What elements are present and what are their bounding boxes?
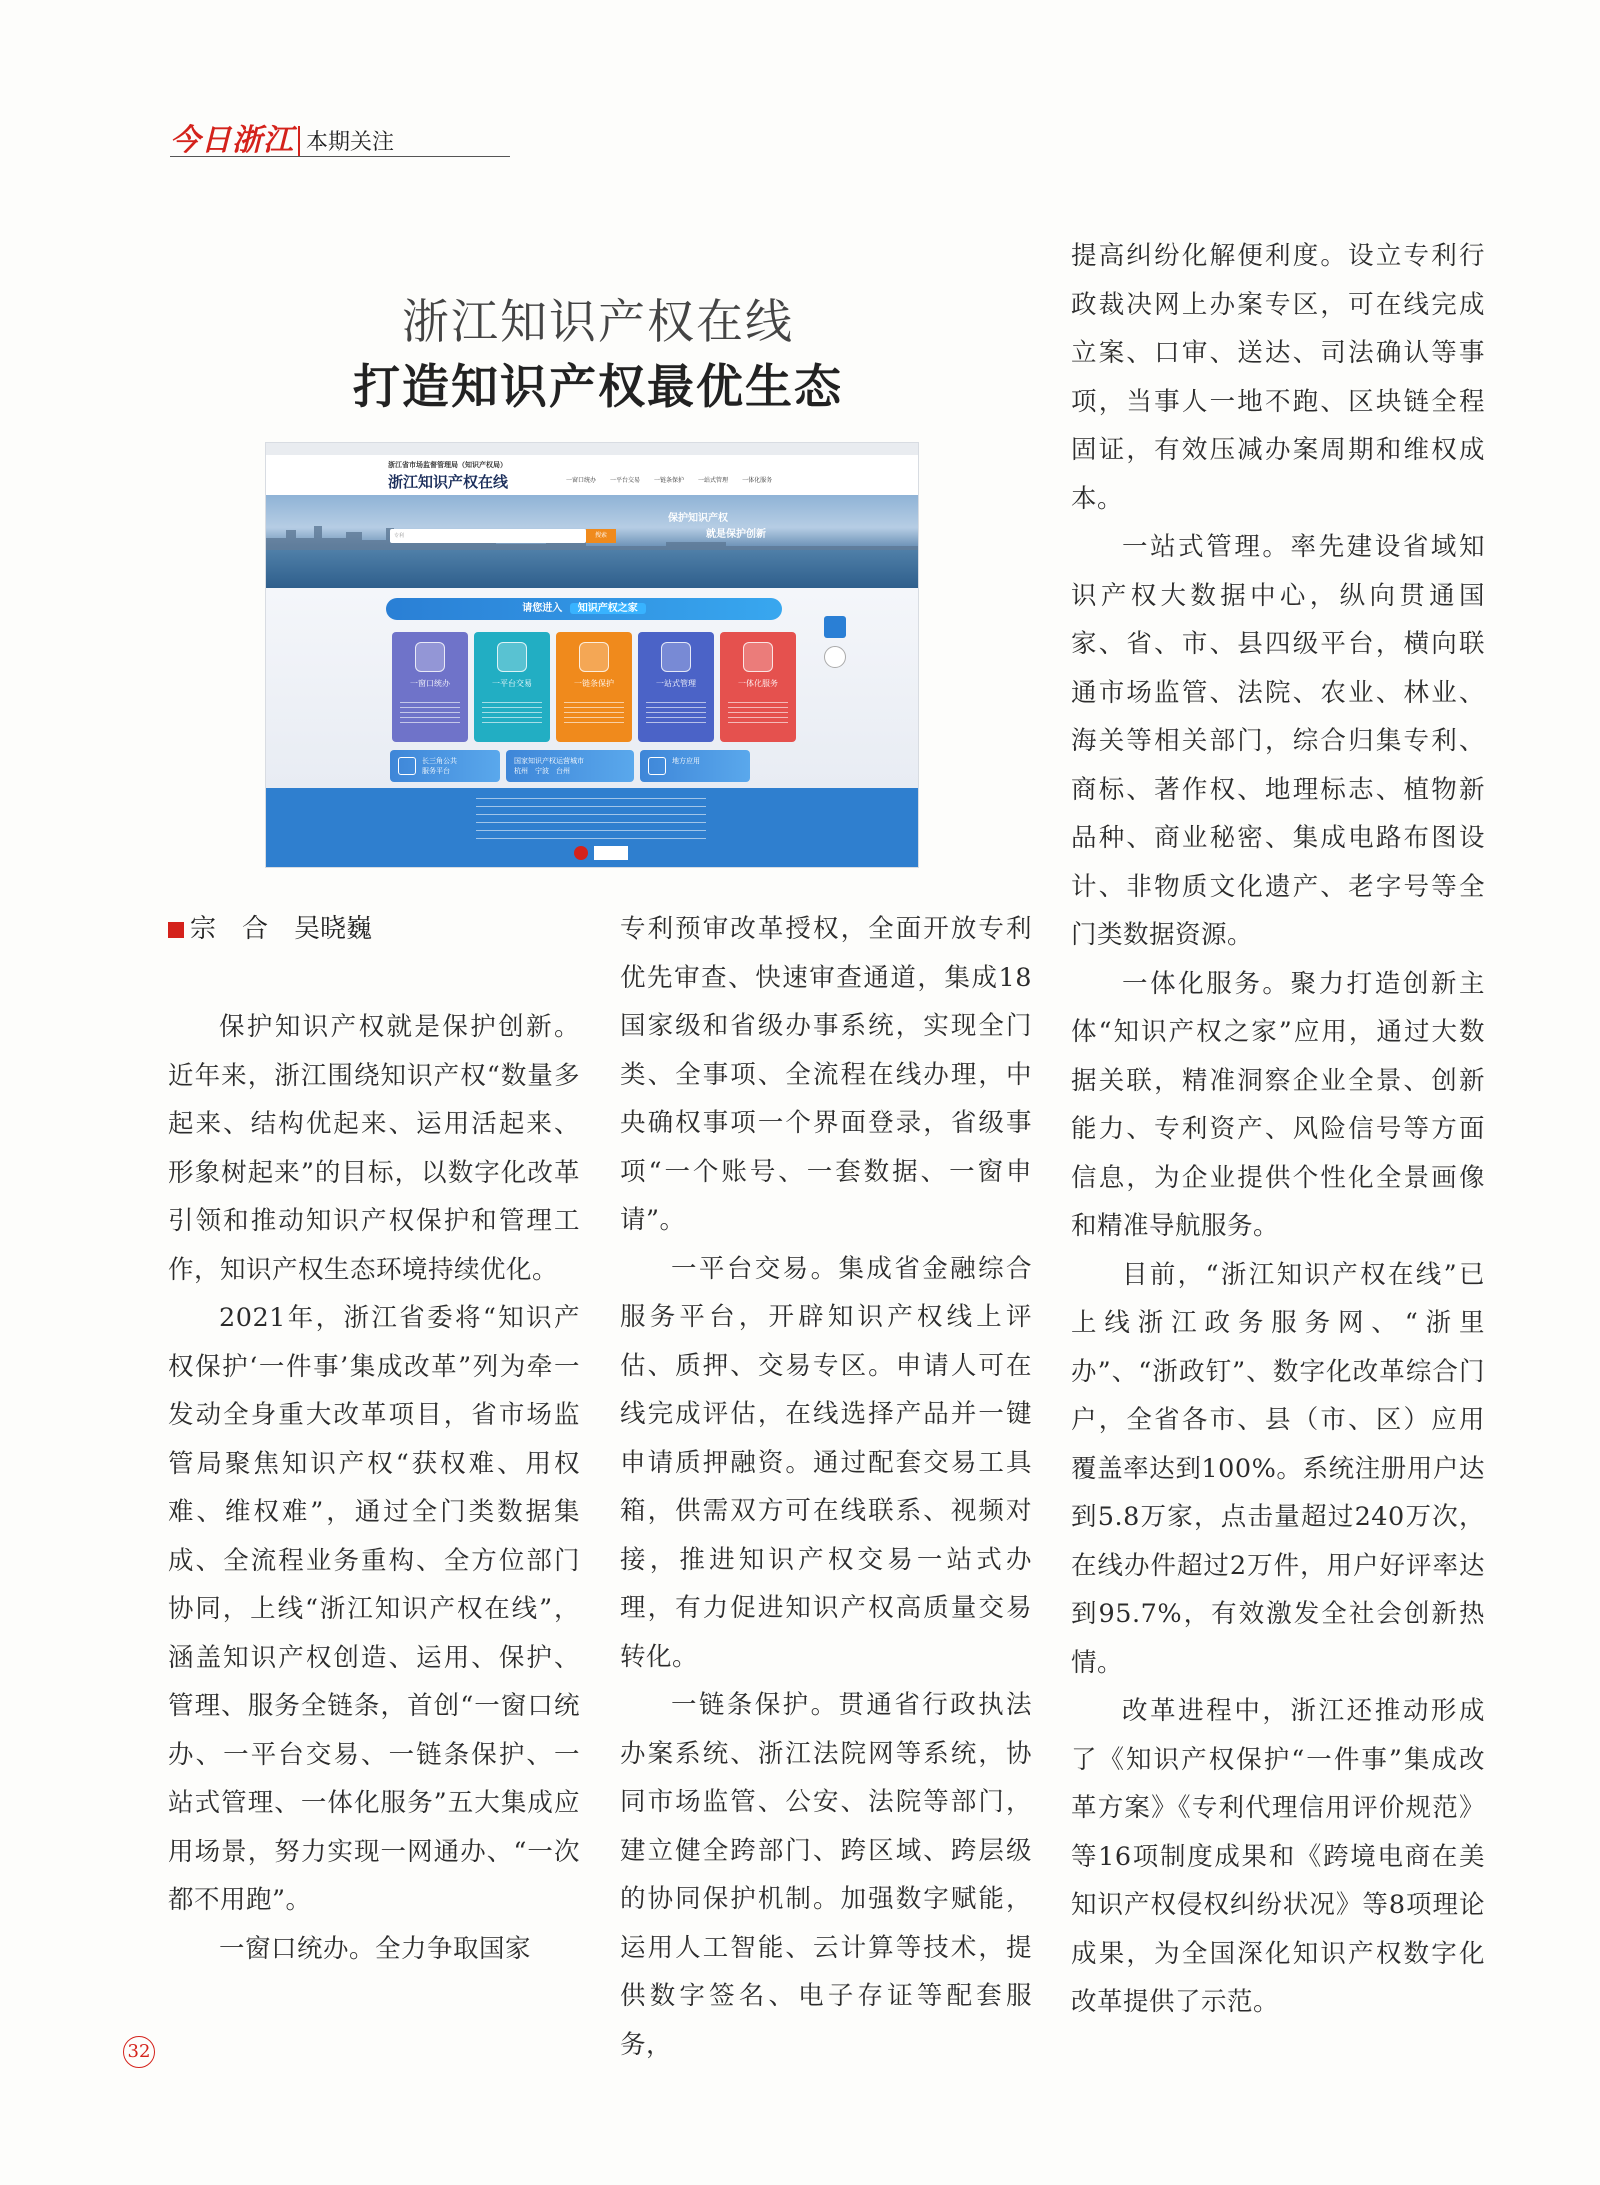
map-icon	[648, 757, 666, 775]
fig-site-header	[266, 455, 918, 495]
fig-nav-item: 一链条保护	[654, 477, 685, 484]
page-number: 32	[123, 2036, 155, 2068]
fig-side-icon	[824, 646, 846, 668]
building-icon	[398, 757, 416, 775]
text-column-2	[620, 905, 1032, 2069]
shield-icon	[579, 642, 609, 672]
fig-card-desc	[400, 702, 460, 726]
fig-slogan-1: 保护知识产权	[668, 513, 728, 524]
fig-card-desc	[728, 702, 788, 726]
fig-card	[720, 632, 796, 742]
fig-banner	[266, 495, 918, 588]
lake-water	[266, 550, 918, 588]
fig-link-sub: 服务平台	[422, 767, 450, 775]
fig-bottom-links	[390, 750, 750, 782]
fig-footer	[266, 788, 918, 867]
header-divider	[298, 126, 300, 156]
fig-search-input: 专利	[390, 529, 586, 543]
fig-slogan-2: 就是保护创新	[706, 529, 766, 540]
page-header	[170, 122, 510, 157]
fig-site-name: 浙江知识产权在线	[388, 473, 509, 491]
fig-card-desc	[564, 702, 624, 726]
fig-search-button: 搜索	[586, 529, 616, 543]
byline	[168, 908, 372, 945]
fig-card-desc	[482, 702, 542, 726]
fig-card	[638, 632, 714, 742]
author-names: 宗 合 吴晓巍	[190, 914, 373, 944]
fig-nav-item: 一窗口统办	[566, 477, 597, 484]
website-screenshot	[266, 443, 918, 867]
paragraph: 一站式管理。率先建设省域知识产权大数据中心，纵向贯通国家、省、市、县四级平台，横向联通市场监管、法院、农业、林业、海关等相关部门，综合归集专利、商标、著作权、地理标志、植物新品种、商业秘密、集成电路布图设计、非物质文化遗产、老字号等全门类数据资源。	[1071, 532, 1485, 950]
fig-topbar	[266, 443, 918, 455]
fig-card-label: 一链条保护	[574, 679, 614, 688]
paragraph: 一链条保护。贯通省行政执法办案系统、浙江法院网等系统，协同市场监管、公安、法院等部门，建立健全跨部门、跨区域、跨层级的协同保护机制。加强数字赋能，运用人工智能、云计算等技术，提供数字签名、电子存证等配套服务，	[620, 1690, 1032, 2060]
paragraph: 保护知识产权就是保护创新。近年来，浙江围绕知识产权“数量多起来、结构优起来、运用活起来、形象树起来”的目标，以数字化改革引领和推动知识产权保护和管理工作，知识产权生态环境持续优化。	[168, 1012, 580, 1285]
text-column-1	[168, 1003, 580, 1973]
article-title-line2: 打造知识产权最优生态	[353, 360, 843, 415]
paragraph: 2021年，浙江省委将“知识产权保护‘一件事’集成改革”列为牵一发动全身重大改革项目，省市场监管局聚焦知识产权“获权难、用权难、维权难”，通过全门类数据集成、全流程业务重构、全方位部门协同，上线“浙江知识产权在线”，涵盖知识产权创造、运用、保护、管理、服务全链条，首创“一窗口统办、一平台交易、一链条保护、一站式管理、一体化服务”五大集成应用场景，努力实现一网通办、“一次都不用跑”。	[168, 1303, 580, 1915]
badge-icon	[594, 846, 628, 860]
paragraph: 提高纠纷化解便利度。设立专利行政裁决网上办案专区，可在线完成立案、口审、送达、司法确认等事项，当事人一地不跑、区块链全程固证，有效压减办案周期和维权成本。	[1071, 241, 1485, 514]
red-square-icon	[168, 922, 184, 938]
fig-org-name: 浙江省市场监督管理局（知识产权局）	[388, 461, 507, 469]
fig-card-label: 一窗口统办	[410, 679, 450, 688]
document-icon	[415, 642, 445, 672]
text-column-3	[1071, 232, 1485, 2027]
paragraph: 一体化服务。聚力打造创新主体“知识产权之家”应用，通过大数据关联，精准洞察企业全景、创新能力、专利资产、风险信号等方面信息，为企业提供个性化全景画像和精准导航服务。	[1071, 968, 1485, 1241]
fig-nav-item: 一体化服务	[742, 477, 773, 484]
fig-card-label: 一平台交易	[492, 679, 532, 688]
fig-link-bar	[390, 750, 500, 782]
fig-enter-prefix: 请您进入	[522, 603, 563, 614]
emblem-icon	[574, 846, 588, 860]
fig-link-bar	[640, 750, 750, 782]
fig-enter-highlight: 知识产权之家	[570, 603, 646, 614]
fig-link-label: 国家知识产权运营城市	[514, 757, 584, 765]
search-doc-icon	[661, 642, 691, 672]
fig-link-label: 地方应用	[672, 757, 700, 765]
fig-card	[392, 632, 468, 742]
section-name: 本期关注	[306, 130, 395, 155]
fig-nav-item: 一站式管理	[698, 477, 729, 484]
article-title-line1: 浙江知识产权在线	[402, 295, 794, 350]
trade-icon	[497, 642, 527, 672]
paragraph: 改革进程中，浙江还推动形成了《知识产权保护“一件事”集成改革方案》《专利代理信用评价规范》等16项制度成果和《跨境电商在美知识产权侵权纠纷状况》等8项理论成果，为全国深化知识产权数字化改革提供了示范。	[1071, 1696, 1485, 2017]
paragraph: 一窗口统办。全力争取国家	[219, 1933, 532, 1964]
paragraph: 目前，“浙江知识产权在线”已上线浙江政务服务网、“浙里办”、“浙政钉”、数字化改革综合门户，全省各市、县（市、区）应用覆盖率达到100%。系统注册用户达到5.8万家，点击量超过240万次，在线办件超过2万件，用户好评率达到95.7%，有效激发全社会创新热情。	[1071, 1259, 1485, 1678]
fig-card	[556, 632, 632, 742]
paragraph: 一平台交易。集成省金融综合服务平台，开辟知识产权线上评估、质押、交易专区。申请人可在线完成评估，在线选择产品并一键申请质押融资。通过配套交易工具箱，供需双方可在线联系、视频对接，推进知识产权交易一站式办理，有力促进知识产权高质量交易转化。	[620, 1253, 1032, 1672]
fig-footer-text	[476, 798, 706, 842]
fig-card-desc	[646, 702, 706, 726]
fig-side-icon	[824, 616, 846, 638]
fig-card-label: 一体化服务	[738, 679, 778, 688]
magazine-brand: 今日浙江	[170, 123, 294, 158]
fig-nav-item: 一平台交易	[610, 477, 641, 484]
service-icon	[743, 642, 773, 672]
fig-link-bar	[506, 750, 634, 782]
fig-service-cards	[392, 632, 796, 742]
fig-body	[266, 588, 918, 788]
paragraph: 专利预审改革授权，全面开放专利优先审查、快速审查通道，集成18国家级和省级办事系统，实现全门类、全事项、全流程在线办理，中央确权事项一个界面登录，省级事项“一个账号、一套数据、一窗申请”。	[620, 914, 1032, 1235]
fig-enter-banner	[386, 598, 782, 620]
fig-link-sub: 杭州 宁波 台州	[514, 767, 570, 775]
fig-card	[474, 632, 550, 742]
fig-card-label: 一站式管理	[656, 679, 696, 688]
fig-link-label: 长三角公共	[422, 757, 457, 765]
fig-nav	[566, 475, 772, 484]
